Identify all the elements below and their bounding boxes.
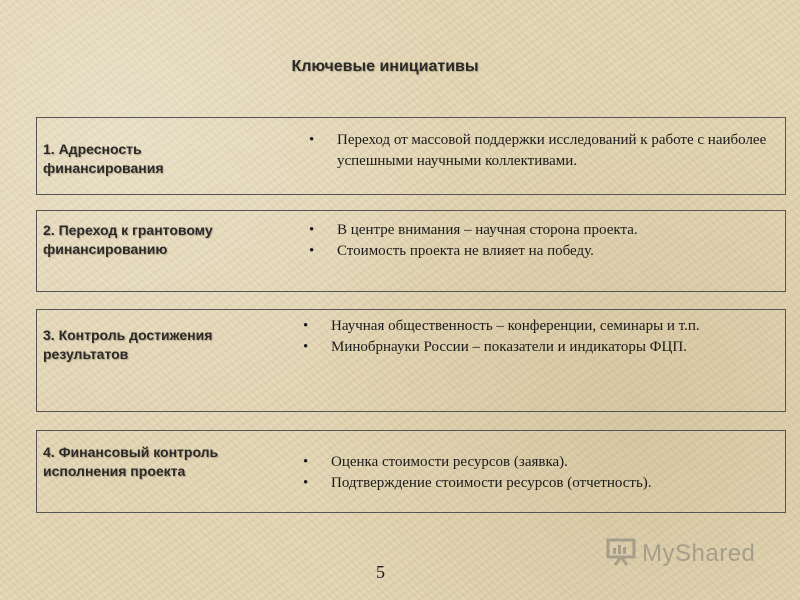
bullet-text: Подтверждение стоимости ресурсов (отчетность). [331,475,652,491]
bullet-text: Научная общественность – конференции, семинары и т.п. [331,318,700,334]
watermark-text: MyShared [642,539,756,567]
bullet-dot: • [303,339,309,355]
bullet-dot: • [309,132,315,148]
bullet-item [303,452,779,473]
bullet-item [309,220,779,241]
initiative-bullet-list-2 [309,220,779,262]
bullet-item [303,316,779,337]
presentation-board-icon [606,536,636,571]
bullet-dot: • [303,454,309,470]
bullet-item [303,337,779,358]
page-number: 5 [376,562,385,582]
bullet-text: Стоимость проекта не влияет на победу. [337,243,594,259]
bullet-dot: • [303,318,309,334]
initiative-block-2 [36,210,786,292]
initiative-block-4 [36,430,786,513]
initiative-heading-line: 3. Контроль достижения [43,327,213,343]
initiative-bullet-list-4 [303,452,779,494]
bullet-dot: • [309,222,315,238]
bullet-item [309,241,779,262]
bullet-item [303,473,779,494]
watermark [606,536,755,571]
initiative-heading-line: результатов [43,346,129,362]
initiative-heading-line: 4. Финансовый контроль [43,444,219,460]
initiative-heading-line: исполнения проекта [43,463,186,479]
bullet-text: Оценка стоимости ресурсов (заявка). [331,454,568,470]
bullet-dot: • [309,243,315,259]
initiative-block-3 [36,309,786,412]
bullet-item [309,130,779,172]
initiative-block-1 [36,117,786,195]
slide-title: Ключевые инициативы [291,58,479,75]
bullet-text: Минобрнауки России – показатели и индикаторы ФЦП. [331,339,687,355]
bullet-dot: • [303,475,309,491]
initiative-heading-line: финансирования [43,160,164,176]
initiative-heading-4 [43,443,283,481]
initiative-bullet-list-3 [303,316,779,358]
initiative-heading-line: 2. Переход к грантовому [43,222,213,238]
bullet-text: Переход от массовой поддержки исследований к работе с наиболее успешными научными коллективами. [337,132,767,169]
initiative-heading-line: 1. Адресность [43,141,142,157]
initiative-bullet-list-1 [309,130,779,172]
initiative-heading-line: финансированию [43,241,168,257]
bullet-text: В центре внимания – научная сторона проекта. [337,222,638,238]
initiative-heading-1 [43,140,283,178]
initiative-heading-2 [43,221,283,259]
initiative-heading-3 [43,326,283,364]
